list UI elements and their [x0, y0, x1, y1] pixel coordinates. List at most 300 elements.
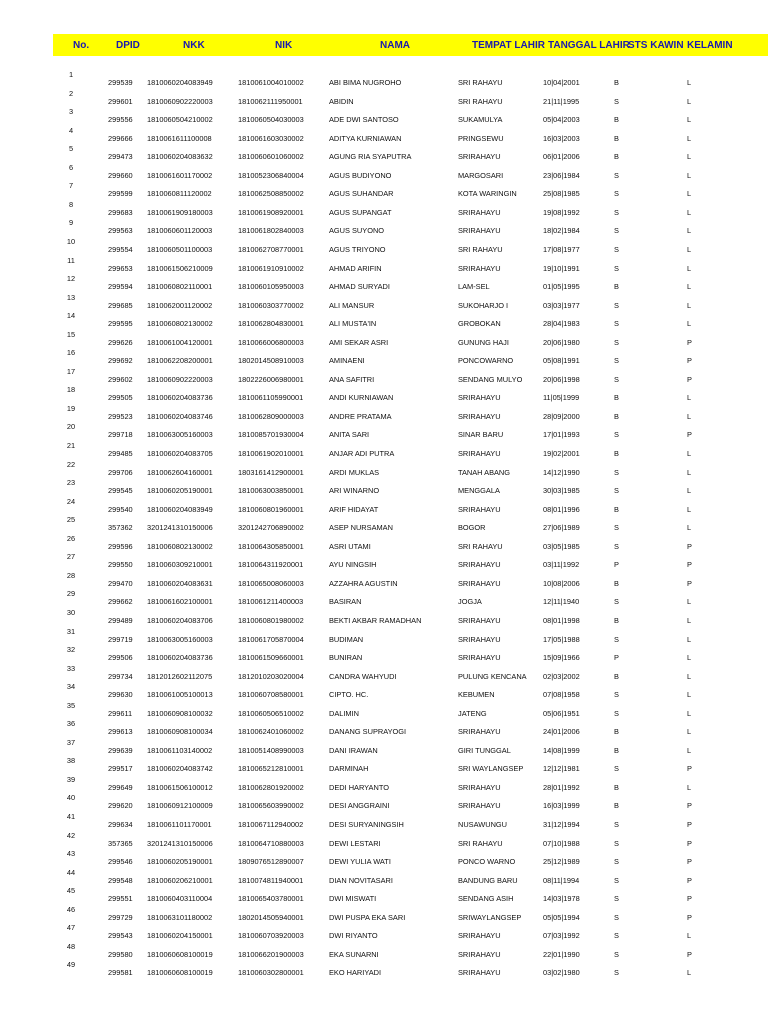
- cell-dpid: 299470: [108, 578, 133, 588]
- cell-tempat-lahir: KOTA WARINGIN: [458, 189, 517, 199]
- cell-tanggal-lahir: 28|01|1992: [543, 782, 580, 792]
- cell-dpid: 299489: [108, 615, 133, 625]
- cell-kelamin: P: [687, 541, 692, 551]
- cell-sts-kawin: S: [614, 690, 619, 700]
- cell-nkk: 1810060902220003: [147, 374, 213, 384]
- cell-kelamin: P: [687, 949, 692, 959]
- cell-nama: AGUS SUYONO: [329, 226, 385, 236]
- header-nama: NAMA: [380, 40, 410, 51]
- cell-tanggal-lahir: 06|01|2006: [543, 152, 580, 162]
- cell-sts-kawin: S: [614, 96, 619, 106]
- cell-dpid: 299596: [108, 541, 133, 551]
- cell-tempat-lahir: SRIRAHAYU: [458, 727, 501, 737]
- cell-nik: 1810065008060003: [238, 578, 304, 588]
- table-row: [0, 200, 768, 219]
- cell-sts-kawin: B: [614, 578, 619, 588]
- cell-nkk: 1810060204083736: [147, 653, 213, 663]
- cell-tanggal-lahir: 19|10|1991: [543, 263, 580, 273]
- cell-sts-kawin: S: [614, 894, 619, 904]
- cell-tanggal-lahir: 11|05|1999: [543, 393, 580, 403]
- cell-sts-kawin: S: [614, 300, 619, 310]
- cell-dpid: 299485: [108, 449, 133, 458]
- cell-tempat-lahir: GUNUNG HAJI: [458, 337, 509, 347]
- cell-tanggal-lahir: 23|06|1984: [543, 170, 580, 180]
- cell-no: 39: [66, 774, 76, 784]
- table-row: [0, 163, 768, 182]
- cell-tempat-lahir: SRI RAHAYU: [458, 838, 503, 848]
- cell-nkk: 1810060811120002: [147, 189, 212, 199]
- table-row: [0, 404, 768, 423]
- cell-tanggal-lahir: 03|02|1980: [543, 968, 580, 978]
- cell-nik: 1810062708770001: [238, 244, 304, 254]
- table-row: [0, 589, 768, 608]
- cell-nkk: 1810060403110004: [147, 894, 213, 904]
- cell-tanggal-lahir: 22|01|1990: [543, 949, 580, 959]
- cell-no: 24: [66, 496, 76, 506]
- cell-tempat-lahir: SRIRAHAYU: [458, 226, 501, 236]
- cell-nama: DALIMIN: [329, 708, 359, 718]
- cell-no: 40: [66, 793, 76, 803]
- cell-tempat-lahir: SRIRAHAYU: [458, 393, 501, 403]
- table-row: [0, 330, 768, 349]
- cell-tanggal-lahir: 24|01|2006: [543, 727, 580, 737]
- cell-sts-kawin: S: [614, 374, 619, 384]
- cell-kelamin: L: [687, 745, 692, 755]
- cell-nkk: 1810060309210001: [147, 560, 213, 570]
- cell-kelamin: L: [687, 931, 692, 941]
- cell-dpid: 299653: [108, 263, 133, 273]
- cell-tanggal-lahir: 18|02|1984: [543, 226, 580, 236]
- cell-tanggal-lahir: 14|12|1990: [543, 467, 580, 477]
- cell-no: 1: [68, 70, 74, 79]
- cell-dpid: 299683: [108, 207, 133, 217]
- cell-tanggal-lahir: 05|06|1951: [543, 708, 580, 718]
- cell-nama: AGUS SUPANGAT: [329, 207, 392, 217]
- cell-dpid: 299551: [108, 894, 133, 904]
- cell-dpid: 299639: [108, 745, 133, 755]
- cell-tempat-lahir: SRIRAHAYU: [458, 801, 501, 811]
- cell-kelamin: L: [687, 133, 692, 143]
- table-row: [0, 868, 768, 887]
- cell-nik: 1810060703920003: [238, 931, 304, 941]
- table-row: [0, 293, 768, 312]
- cell-kelamin: P: [687, 857, 692, 867]
- cell-tempat-lahir: SRIRAHAYU: [458, 411, 501, 421]
- cell-sts-kawin: B: [614, 282, 619, 292]
- cell-dpid: 299613: [108, 727, 133, 737]
- cell-nama: BASIRAN: [329, 597, 362, 607]
- cell-nkk: 1810060204083746: [147, 411, 213, 421]
- cell-dpid: 299595: [108, 319, 133, 329]
- cell-nkk: 1810062208200001: [147, 356, 213, 366]
- table-row: [0, 738, 768, 757]
- cell-nama: DEWI LESTARI: [329, 838, 381, 848]
- cell-sts-kawin: S: [614, 337, 619, 347]
- cell-nama: BUDIMAN: [329, 634, 364, 644]
- cell-nik: 1810060504030003: [238, 115, 304, 125]
- cell-kelamin: L: [687, 615, 692, 625]
- cell-nama: AHMAD SURYADI: [329, 282, 390, 292]
- cell-sts-kawin: B: [614, 152, 619, 162]
- cell-no: 41: [66, 812, 76, 821]
- cell-sts-kawin: B: [614, 504, 619, 514]
- cell-tempat-lahir: BOGOR: [458, 523, 486, 533]
- cell-tanggal-lahir: 05|08|1991: [543, 356, 580, 366]
- cell-no: 49: [66, 960, 76, 970]
- cell-nik: 1810061802840003: [238, 226, 304, 236]
- cell-tempat-lahir: SRIRAHAYU: [458, 931, 501, 941]
- cell-no: 4: [68, 125, 74, 135]
- cell-tanggal-lahir: 20|06|1998: [543, 374, 580, 384]
- cell-nik: 1810060506510002: [238, 708, 304, 718]
- cell-tanggal-lahir: 16|03|1999: [543, 801, 580, 811]
- cell-kelamin: L: [687, 708, 692, 718]
- cell-nkk: 1810061004120001: [147, 337, 213, 347]
- cell-no: 30: [66, 607, 76, 617]
- cell-kelamin: L: [687, 226, 692, 236]
- cell-tempat-lahir: PONCOWARNO: [458, 356, 514, 366]
- cell-tanggal-lahir: 17|01|1993: [543, 430, 580, 440]
- cell-nkk: 1810060908100032: [147, 708, 213, 718]
- cell-kelamin: L: [687, 189, 692, 199]
- cell-dpid: 299719: [108, 634, 133, 644]
- cell-no: 37: [66, 737, 76, 747]
- cell-dpid: 299548: [108, 875, 133, 885]
- cell-sts-kawin: B: [614, 115, 619, 125]
- cell-no: 13: [66, 292, 76, 302]
- cell-dpid: 299473: [108, 152, 133, 162]
- cell-nik: 1810062508850002: [238, 189, 304, 199]
- cell-nama: BEKTI AKBAR RAMADHAN: [329, 615, 422, 625]
- cell-tanggal-lahir: 03|03|1977: [543, 300, 580, 310]
- cell-nik: 1810065212810001: [238, 764, 304, 774]
- cell-kelamin: P: [687, 374, 692, 384]
- table-row: [0, 664, 768, 683]
- cell-tempat-lahir: SINAR BARU: [458, 430, 504, 440]
- cell-tanggal-lahir: 03|11|1992: [543, 560, 580, 570]
- cell-nkk: 1810060205190001: [147, 857, 213, 867]
- cell-tempat-lahir: SRIRAHAYU: [458, 263, 501, 273]
- cell-kelamin: L: [687, 263, 692, 273]
- cell-tempat-lahir: MARGOSARI: [458, 170, 504, 180]
- cell-no: 48: [66, 941, 76, 951]
- cell-tempat-lahir: GIRI TUNGGAL: [458, 745, 511, 755]
- cell-tanggal-lahir: 27|06|1989: [543, 523, 580, 533]
- cell-no: 26: [66, 533, 76, 543]
- cell-nkk: 1810061602100001: [147, 597, 213, 607]
- cell-dpid: 299505: [108, 393, 133, 403]
- table-row: [0, 719, 768, 738]
- cell-nkk: 1810060204083742: [147, 764, 213, 774]
- cell-nkk: 1810061103140002: [147, 745, 213, 755]
- cell-tanggal-lahir: 08|11|1994: [543, 875, 580, 885]
- table-row: [0, 107, 768, 126]
- cell-dpid: 299634: [108, 820, 133, 829]
- table-row: [0, 460, 768, 479]
- cell-sts-kawin: B: [614, 411, 619, 421]
- cell-dpid: 299649: [108, 782, 133, 792]
- cell-dpid: 299581: [108, 968, 133, 978]
- table-row: [0, 385, 768, 404]
- cell-nik: 1810061105990001: [238, 393, 304, 403]
- table-row: [0, 515, 768, 534]
- cell-nama: DWI PUSPA EKA SARI: [329, 912, 406, 922]
- cell-nkk: 1810060902220003: [147, 96, 213, 106]
- cell-dpid: 299611: [108, 708, 133, 718]
- cell-nkk: 1810060908100034: [147, 727, 213, 737]
- cell-tanggal-lahir: 01|05|1995: [543, 282, 580, 292]
- table-row: [0, 311, 768, 330]
- cell-sts-kawin: B: [614, 393, 619, 403]
- cell-nkk: 1810060802110001: [147, 282, 213, 292]
- cell-nkk: 1810060204083949: [147, 504, 213, 514]
- header-nkk: NKK: [183, 40, 205, 51]
- cell-nkk: 1810062001120002: [147, 300, 213, 310]
- cell-sts-kawin: S: [614, 931, 619, 941]
- cell-dpid: 299546: [108, 857, 133, 867]
- cell-nama: CANDRA WAHYUDI: [329, 671, 397, 681]
- cell-kelamin: L: [687, 634, 692, 644]
- cell-tempat-lahir: SRIRAHAYU: [458, 782, 501, 792]
- cell-nama: EKA SUNARNI: [329, 949, 379, 959]
- cell-dpid: 357362: [108, 523, 133, 533]
- cell-nkk: 1810060504210002: [147, 115, 213, 125]
- cell-nik: 1803161412900001: [238, 467, 304, 477]
- cell-sts-kawin: S: [614, 912, 619, 922]
- table-row: [0, 849, 768, 868]
- cell-nik: 1810064311920001: [238, 560, 304, 570]
- cell-tempat-lahir: KEBUMEN: [458, 690, 495, 700]
- cell-no: 19: [66, 403, 76, 413]
- cell-no: 16: [66, 348, 76, 358]
- cell-kelamin: L: [687, 207, 692, 217]
- cell-no: 46: [66, 904, 76, 914]
- cell-tempat-lahir: MENGGALA: [458, 486, 500, 496]
- cell-sts-kawin: S: [614, 949, 619, 959]
- cell-sts-kawin: B: [614, 745, 619, 755]
- cell-nik: 1810060302800001: [238, 968, 304, 978]
- cell-nkk: 1810060802130002: [147, 541, 213, 551]
- cell-no: 32: [66, 645, 76, 655]
- cell-nik: 1810064305850001: [238, 541, 304, 551]
- cell-nkk: 1810060601120003: [147, 226, 213, 236]
- cell-sts-kawin: S: [614, 207, 619, 217]
- cell-nkk: 1810063101180002: [147, 912, 213, 922]
- cell-nkk: 1810061611100008: [147, 133, 212, 143]
- header-tempat-lahir: TEMPAT LAHIR: [472, 40, 545, 51]
- cell-no: 14: [66, 311, 76, 321]
- cell-tempat-lahir: SRI WAYLANGSEP: [458, 764, 524, 774]
- cell-nik: 1810060303770002: [238, 300, 304, 310]
- cell-tanggal-lahir: 28|04|1983: [543, 319, 580, 329]
- cell-tanggal-lahir: 20|06|1980: [543, 337, 580, 347]
- cell-nama: ALI MUSTA'IN: [329, 319, 377, 329]
- cell-tempat-lahir: SRIRAHAYU: [458, 578, 501, 588]
- cell-nkk: 1810062604160001: [147, 467, 213, 477]
- cell-nama: BUNIRAN: [329, 653, 363, 663]
- cell-nama: DESI SURYANINGSIH: [329, 820, 404, 829]
- cell-kelamin: L: [687, 690, 692, 700]
- cell-nkk: 1810061101170001: [147, 820, 212, 829]
- table-row: [0, 775, 768, 794]
- cell-sts-kawin: S: [614, 263, 619, 273]
- cell-no: 47: [66, 923, 76, 933]
- cell-tempat-lahir: PULUNG KENCANA: [458, 671, 527, 681]
- cell-nik: 1810060601060002: [238, 152, 304, 162]
- table-row: [0, 441, 768, 460]
- cell-tempat-lahir: SRIWAYLANGSEP: [458, 912, 522, 922]
- cell-nik: 1810060801960001: [238, 504, 304, 514]
- cell-nama: ADITYA KURNIAWAN: [329, 133, 402, 143]
- cell-kelamin: L: [687, 523, 692, 533]
- cell-nama: DWI MISWATI: [329, 894, 377, 904]
- cell-sts-kawin: B: [614, 133, 619, 143]
- header-nik: NIK: [275, 40, 293, 51]
- cell-tempat-lahir: SRI RAHAYU: [458, 541, 503, 551]
- cell-tempat-lahir: SRIRAHAYU: [458, 449, 501, 458]
- cell-tempat-lahir: SRIRAHAYU: [458, 949, 501, 959]
- table-row: [0, 422, 768, 441]
- cell-tanggal-lahir: 17|08|1977: [543, 244, 580, 254]
- cell-tanggal-lahir: 31|12|1994: [543, 820, 580, 829]
- cell-sts-kawin: B: [614, 727, 619, 737]
- cell-sts-kawin: S: [614, 968, 619, 978]
- cell-dpid: 299545: [108, 486, 133, 496]
- cell-kelamin: L: [687, 319, 692, 329]
- cell-tanggal-lahir: 12|12|1981: [543, 764, 580, 774]
- cell-tempat-lahir: BANDUNG BARU: [458, 875, 518, 885]
- cell-tanggal-lahir: 08|01|1998: [543, 615, 580, 625]
- cell-dpid: 299666: [108, 133, 133, 143]
- cell-tempat-lahir: PRINGSEWU: [458, 133, 504, 143]
- cell-nik: 1810061902010001: [238, 449, 304, 458]
- cell-nkk: 1810060204083705: [147, 449, 213, 458]
- cell-no: 22: [66, 459, 76, 469]
- cell-nama: DANI IRAWAN: [329, 745, 378, 755]
- cell-dpid: 299594: [108, 282, 133, 292]
- cell-kelamin: P: [687, 801, 692, 811]
- cell-nkk: 1810061005100013: [147, 690, 213, 700]
- cell-no: 11: [67, 255, 75, 265]
- table-row: [0, 812, 768, 831]
- cell-kelamin: L: [687, 504, 692, 514]
- cell-kelamin: P: [687, 875, 692, 885]
- cell-nik: 1810065603990002: [238, 801, 304, 811]
- cell-no: 3: [68, 107, 74, 117]
- cell-nik: 1810062804830001: [238, 319, 304, 329]
- cell-nkk: 1810060501100003: [147, 244, 213, 254]
- table-row: [0, 831, 768, 850]
- cell-nama: DEDI HARYANTO: [329, 782, 389, 792]
- cell-nik: 1810061910910002: [238, 263, 304, 273]
- cell-dpid: 299601: [108, 96, 133, 106]
- cell-kelamin: P: [687, 894, 692, 904]
- cell-no: 7: [68, 181, 74, 191]
- cell-tempat-lahir: GROBOKAN: [458, 319, 501, 329]
- cell-dpid: 299506: [108, 653, 133, 663]
- cell-tempat-lahir: SRIRAHAYU: [458, 207, 501, 217]
- cell-tempat-lahir: SUKAMULYA: [458, 115, 503, 125]
- cell-dpid: 299626: [108, 337, 133, 347]
- cell-nama: ARDI MUKLAS: [329, 467, 380, 477]
- cell-kelamin: L: [687, 115, 692, 125]
- cell-nik: 1810061004010002: [238, 78, 304, 87]
- cell-tanggal-lahir: 10|04|2001: [543, 78, 580, 87]
- cell-kelamin: L: [687, 727, 692, 737]
- cell-nama: AMI SEKAR ASRI: [329, 337, 389, 347]
- cell-no: 20: [66, 422, 76, 432]
- cell-no: 15: [66, 329, 76, 339]
- cell-nkk: 1810063005160003: [147, 430, 213, 440]
- cell-tanggal-lahir: 07|10|1988: [543, 838, 580, 848]
- cell-nama: ANDRE PRATAMA: [329, 411, 392, 421]
- cell-tempat-lahir: SRIRAHAYU: [458, 560, 501, 570]
- cell-nama: DANANG SUPRAYOGI: [329, 727, 407, 737]
- table-row: [0, 237, 768, 256]
- cell-dpid: 299662: [108, 597, 133, 607]
- header-sts-kawin: STS KAWIN: [628, 40, 684, 51]
- cell-nkk: 1810060802130002: [147, 319, 213, 329]
- cell-sts-kawin: S: [614, 189, 619, 199]
- cell-tempat-lahir: LAM-SEL: [458, 282, 490, 292]
- cell-nama: ASEP NURSAMAN: [329, 523, 393, 533]
- cell-kelamin: P: [687, 337, 692, 347]
- cell-no: 36: [66, 719, 76, 729]
- cell-nik: 1810060708580001: [238, 690, 304, 700]
- cell-nik: 1810062801920002: [238, 782, 304, 792]
- cell-dpid: 299517: [108, 764, 133, 774]
- cell-no: 12: [66, 274, 76, 284]
- cell-nik: 1810061908920001: [238, 207, 304, 217]
- cell-nkk: 1810060205190001: [147, 486, 213, 496]
- cell-tempat-lahir: TANAH ABANG: [458, 467, 511, 477]
- cell-kelamin: P: [687, 578, 692, 588]
- cell-nkk: 1812012602112075: [147, 671, 213, 681]
- cell-dpid: 299734: [108, 671, 133, 681]
- cell-tanggal-lahir: 17|05|1988: [543, 634, 580, 644]
- table-row: [0, 126, 768, 145]
- cell-tempat-lahir: SRIRAHAYU: [458, 634, 501, 644]
- cell-dpid: 299706: [108, 467, 133, 477]
- cell-nama: AGUS SUHANDAR: [329, 189, 394, 199]
- cell-nama: DWI RIYANTO: [329, 931, 378, 941]
- cell-nik: 1810062809000003: [238, 411, 304, 421]
- table-row: [0, 793, 768, 812]
- cell-tanggal-lahir: 02|03|2002: [543, 671, 580, 681]
- cell-sts-kawin: S: [614, 523, 619, 533]
- cell-nik: 1810066201900003: [238, 949, 304, 959]
- cell-tanggal-lahir: 16|03|2003: [543, 133, 580, 143]
- cell-nkk: 1810060608100019: [147, 949, 213, 959]
- cell-kelamin: L: [687, 152, 692, 162]
- cell-sts-kawin: B: [614, 671, 619, 681]
- cell-tanggal-lahir: 25|12|1989: [543, 857, 580, 867]
- cell-tempat-lahir: SRI RAHAYU: [458, 96, 503, 106]
- cell-tanggal-lahir: 05|04|2003: [543, 115, 580, 125]
- cell-dpid: 299718: [108, 430, 133, 440]
- table-row: [0, 682, 768, 701]
- cell-kelamin: P: [687, 430, 692, 440]
- cell-no: 38: [66, 756, 76, 766]
- cell-nik: 1810061705870004: [238, 634, 304, 644]
- table-row: [0, 256, 768, 275]
- cell-kelamin: L: [687, 300, 692, 310]
- cell-nama: ADE DWI SANTOSO: [329, 115, 399, 125]
- table-row: [0, 905, 768, 924]
- cell-tempat-lahir: SRIRAHAYU: [458, 615, 501, 625]
- cell-nik: 1810061211400003: [238, 597, 304, 607]
- cell-kelamin: L: [687, 96, 692, 106]
